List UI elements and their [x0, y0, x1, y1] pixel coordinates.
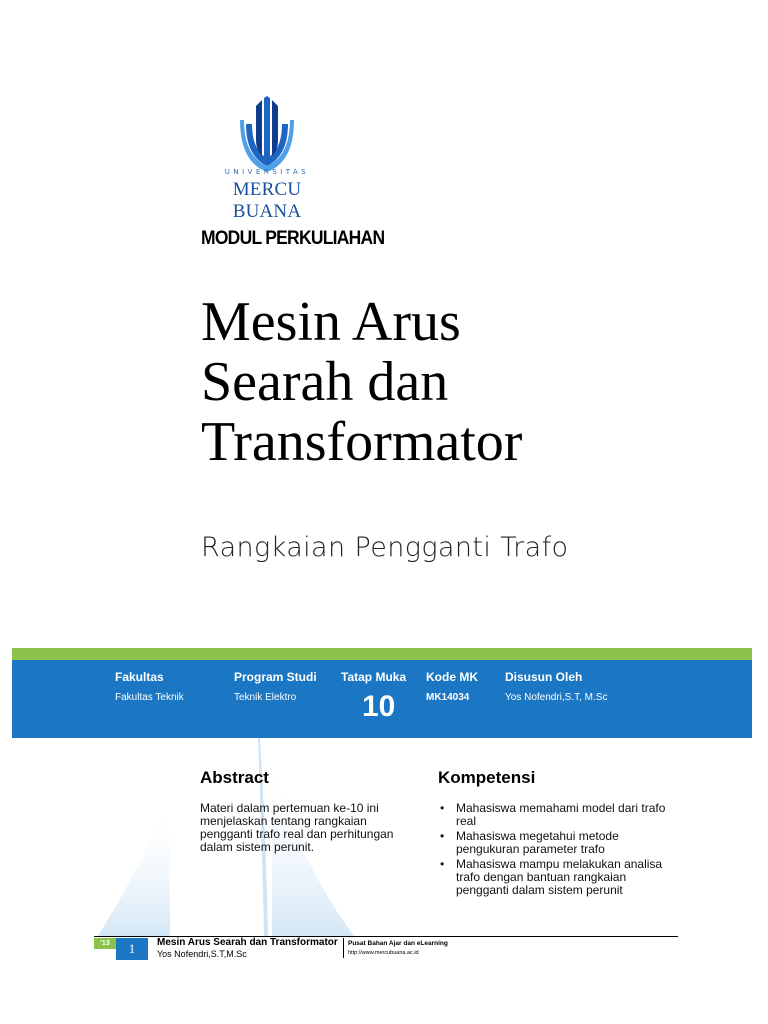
- disusun-oleh-value: Yos Nofendri,S.T, M.Sc: [505, 692, 608, 703]
- title-line-3: Transformator: [201, 411, 523, 473]
- course-info-band: [12, 660, 752, 738]
- footer-year-badge: '13: [94, 938, 116, 949]
- tatap-muka-value: 10: [362, 690, 396, 723]
- kompetensi-item: • Mahasiswa megetahui metode pengukuran parameter trafo: [438, 830, 668, 856]
- mercu-buana-emblem-icon: [236, 96, 298, 172]
- program-studi-value: Teknik Elektro: [234, 692, 297, 703]
- logo-university-name: MERCU BUANA: [232, 179, 302, 222]
- title-line-1: Mesin Arus: [201, 291, 461, 353]
- kompetensi-item: • Mahasiswa mampu melakukan analisa trafo dengan bantuan rangkaian pengganti dalam sistem perunit: [438, 858, 668, 897]
- kompetensi-heading: Kompetensi: [438, 768, 536, 787]
- modul-label: MODUL PERKULIAHAN: [201, 228, 385, 249]
- logo-university-label: UNIVERSITAS: [224, 168, 310, 176]
- kode-mk-value: MK14034: [426, 692, 470, 703]
- disusun-oleh-label: Disusun Oleh: [505, 670, 583, 684]
- title-line-2: Searah dan: [201, 351, 449, 413]
- kompetensi-item: • Mahasiswa memahami model dari trafo real: [438, 802, 668, 828]
- kompetensi-list: [438, 802, 668, 899]
- fakultas-label: Fakultas: [115, 670, 164, 684]
- footer-separator: [343, 938, 344, 958]
- abstract-text: Materi dalam pertemuan ke-10 ini menjelaskan tentang rangkaian pengganti trafo real dan perhitungan dalam sistem perunit.: [200, 801, 394, 854]
- document-subtitle: Rangkaian Pengganti Trafo: [201, 532, 569, 563]
- tatap-muka-label: Tatap Muka: [341, 670, 407, 684]
- program-studi-label: Program Studi: [234, 670, 317, 684]
- fakultas-value: Fakultas Teknik: [115, 692, 184, 703]
- accent-bar: [12, 648, 752, 660]
- abstract-heading: Abstract: [200, 768, 269, 787]
- footer-url: http://www.mercubuana.ac.id: [348, 950, 419, 956]
- footer-page-number: 1: [116, 938, 148, 960]
- document-title: [201, 292, 522, 472]
- university-logo: [200, 92, 334, 222]
- kode-mk-label: Kode MK: [426, 670, 478, 684]
- footer-pusat-label: Pusat Bahan Ajar dan eLearning: [348, 940, 448, 947]
- footer-course-title: Mesin Arus Searah dan Transformator: [157, 937, 338, 948]
- footer-author: Yos Nofendri,S.T,M.Sc: [157, 949, 247, 959]
